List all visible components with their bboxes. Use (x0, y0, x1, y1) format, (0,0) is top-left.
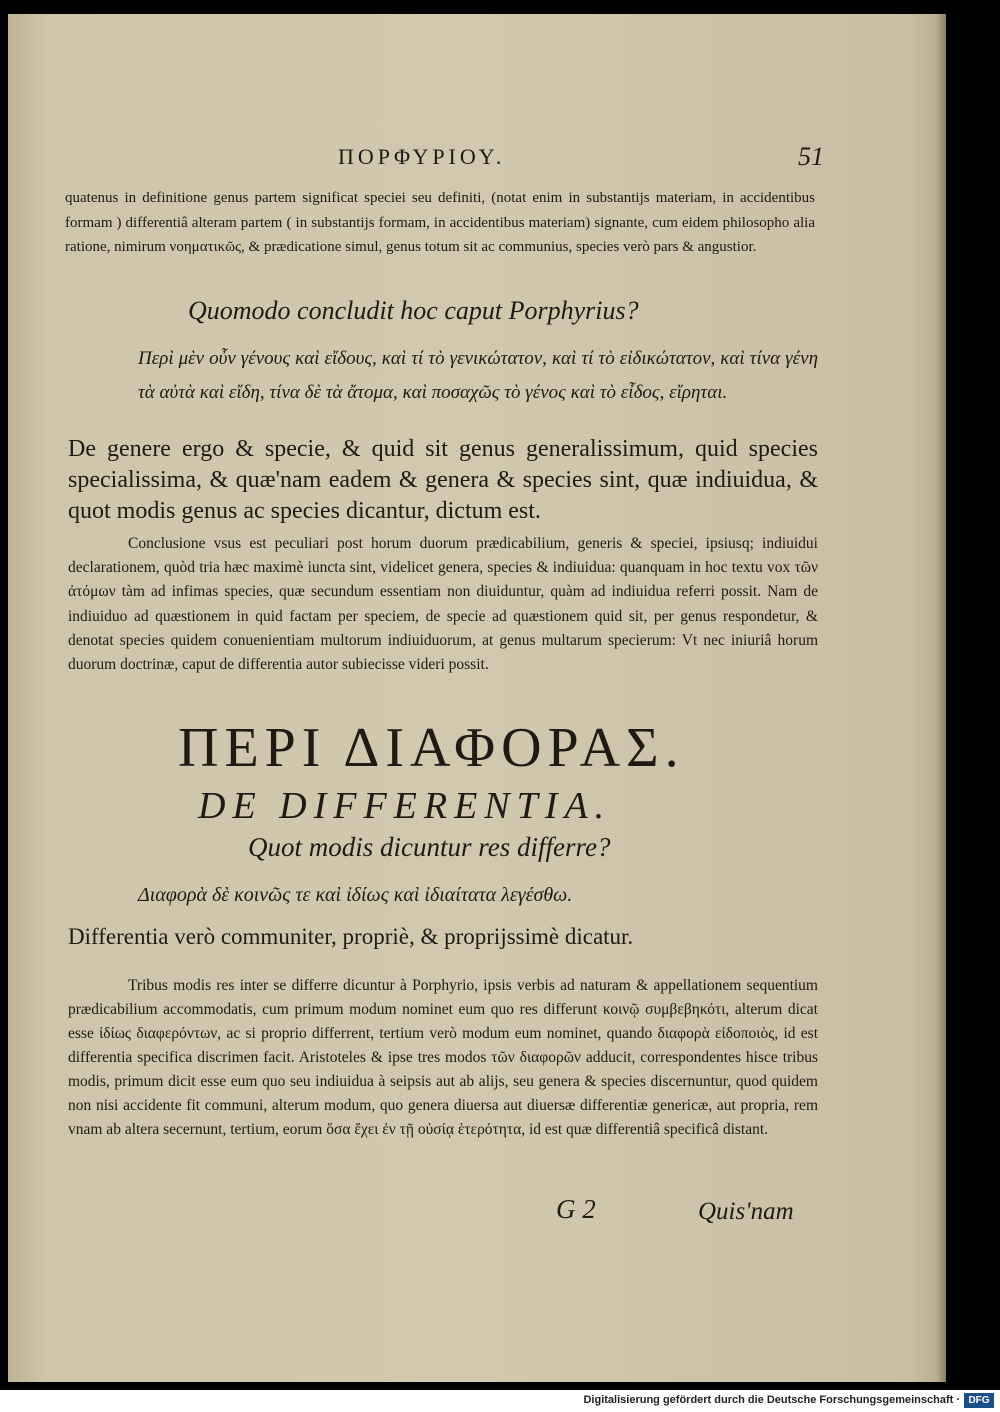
commentary-paragraph-2: Tribus modis res inter se differre dicuntur à Porphyrio, ipsis verbis ad naturam & appellationem sequentium prædicabilium accommodatis, cum primum modum nominet eum quo res differunt κοινῷ συμβεβηκότι, alterum dicat esse ἰδίως διαφερόντων, ac si proprio differrent, tertium verò modum eum nominet, quando διαφορὰ εἰδοποιὸς, id est differentia specifica discrimen facit. Aristoteles & ipse tres modos τῶν διαφορῶν adducit, correspondentes hisce tribus modis, primum dicit esse eum quo seu indiuidua à seipsis aut ab alijs, seu genera & species discernuntur, quod quidem non nisi accidente fit communi, alterum modum, quo genera diuersa aut diuersæ differentiæ genericæ, aut propria, rem vnam ab altera secernunt, tertium, eorum ὅσα ἔχει ἐν τῇ οὐσίᾳ ἑτερότητα, id est quæ differentiâ specificâ distant. (68, 977, 818, 1138)
page-edge-shadow (936, 14, 946, 1382)
book-page (8, 14, 946, 1382)
funding-notice: Digitalisierung gefördert durch die Deutsche Forschungsgemeinschaft · (583, 1394, 960, 1406)
greek-text-2: Διαφορὰ δὲ κοινῶς τε καὶ ἰδίως καὶ ἰδιαίτατα λεγέσθω. (138, 884, 573, 906)
latin-translation-2: Differentia verò communiter, propriè, & proprijssimè dicatur. (68, 924, 634, 949)
running-head (8, 134, 946, 174)
chapter-title-greek: ΠΕΡΙ ΔΙΑΦΟΡΑΣ. (178, 717, 685, 779)
footer-bar (0, 1390, 1000, 1412)
commentary-paragraph-1: Conclusione vsus est peculiari post horum duorum prædicabilium, generis & speciei, ipsiusq; indiuidui declarationem, quòd tria hæc maximè iuncta sint, videlicet genera, species & indiuidua: quanquam in hoc textu vox τῶν ἀτόμων tàm ad infimas species, quæ secundum essentiam non diuiduntur, quàm ad indiuidua referri possit. Nam de indiuiduo ad quæstionem in quid factam per speciem, de specie ad quæstionem quid sit, per genus respondetur, & denotat species quidem conuenientiam multorum indiuiduorum, at genus multarum specierum: Vt nec iniuriâ horum duorum doctrinæ, caput de differentia autor subiecisse videri possit. (68, 535, 818, 674)
signature-mark: G 2 (556, 1194, 596, 1224)
page-number: 51 (798, 142, 824, 171)
latin-translation-1: De genere ergo & specie, & quid sit genus generalissimum, quid species specialissima, & quæ'nam eadem & genera & species sint, quæ indiuidua, & quot modis genus ac species dicantur, dictum est. (68, 436, 818, 524)
dfg-logo-icon[interactable]: DFG (964, 1393, 994, 1408)
question-heading-1: Quomodo concludit hoc caput Porphyrius? (188, 296, 639, 325)
chapter-title-latin: DE DIFFERENTIA. (198, 785, 612, 827)
paragraph-continuation: quatenus in definitione genus partem significat speciei seu definiti, (notat enim in substantijs materiam, in accidentibus formam ) differentiâ alteram partem ( in substantijs formam, in accidentibus materiam) signante, cum eidem philosopho alia ratione, nimirum νοηματικῶς, & prædicatione simul, genus totum sit ac communius, species verò pars & angustior. (65, 190, 815, 255)
catchword: Quis'nam (698, 1198, 794, 1225)
greek-text-1: Περὶ μὲν οὖν γένους καὶ εἴδους, καὶ τί τὸ γενικώτατον, καὶ τί τὸ εἰδικώτατον, καὶ τίνα γένη τὰ αὐτὰ καὶ εἴδη, τίνα δὲ τὰ ἄτομα, καὶ ποσαχῶς τὸ γένος καὶ τὸ εἶδος, εἴρηται. (138, 348, 818, 403)
running-title: ΠΟΡΦΥΡΙΟΥ. (338, 144, 506, 169)
question-heading-2: Quot modis dicuntur res differre? (248, 832, 611, 862)
